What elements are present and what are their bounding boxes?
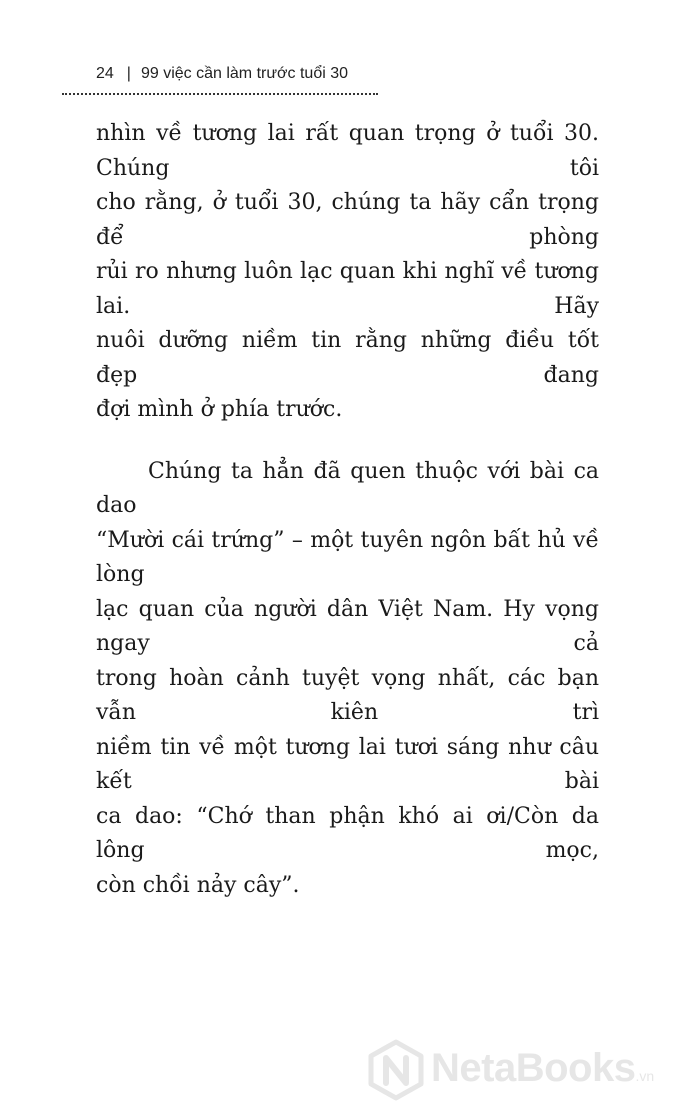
text-line: còn chồi nảy cây”.	[96, 872, 300, 898]
text-line: niềm tin về một tương lai tươi sáng như câu kết bài	[96, 734, 599, 794]
text-line: trong hoàn cảnh tuyệt vọng nhất, các bạn vẫn kiên trì	[96, 665, 599, 725]
watermark-brand-name: NetaBooks	[431, 1046, 636, 1090]
text-line: rủi ro nhưng luôn lạc quan khi nghĩ về tương lai. Hãy	[96, 259, 599, 319]
text-line: “Mười cái trứng” – một tuyên ngôn bất hủ về lòng	[96, 527, 599, 587]
body-text	[96, 117, 599, 903]
netabooks-watermark	[357, 1033, 697, 1113]
text-line: cho rằng, ở tuổi 30, chúng ta hãy cẩn trọng để phòng	[96, 190, 599, 250]
text-line: lạc quan của người dân Việt Nam. Hy vọng ngay cả	[96, 596, 599, 656]
text-line: Chúng ta hẳn đã quen thuộc với bài ca dao	[96, 458, 599, 518]
header-separator: |	[126, 65, 131, 82]
text-line: đợi mình ở phía trước.	[96, 397, 343, 422]
text-line: ca dao: “Chớ than phận khó ai ơi/Còn da lông mọc,	[96, 803, 599, 863]
text-line: nuôi dưỡng niềm tin rằng những điều tốt đẹp đang	[96, 328, 599, 388]
paragraph-2	[96, 455, 599, 904]
hexagon-n-logo-icon	[365, 1039, 427, 1101]
header-dotted-rule	[62, 93, 378, 95]
text-line: nhìn về tương lai rất quan trọng ở tuổi 30. Chúng tôi	[96, 121, 599, 181]
running-header	[96, 64, 378, 88]
page-number: 24	[96, 65, 114, 82]
paragraph-1	[96, 117, 599, 428]
watermark-domain-suffix: .vn	[635, 1068, 655, 1084]
book-title: 99 việc cần làm trước tuổi 30	[140, 65, 349, 82]
watermark-brand	[431, 1046, 654, 1091]
